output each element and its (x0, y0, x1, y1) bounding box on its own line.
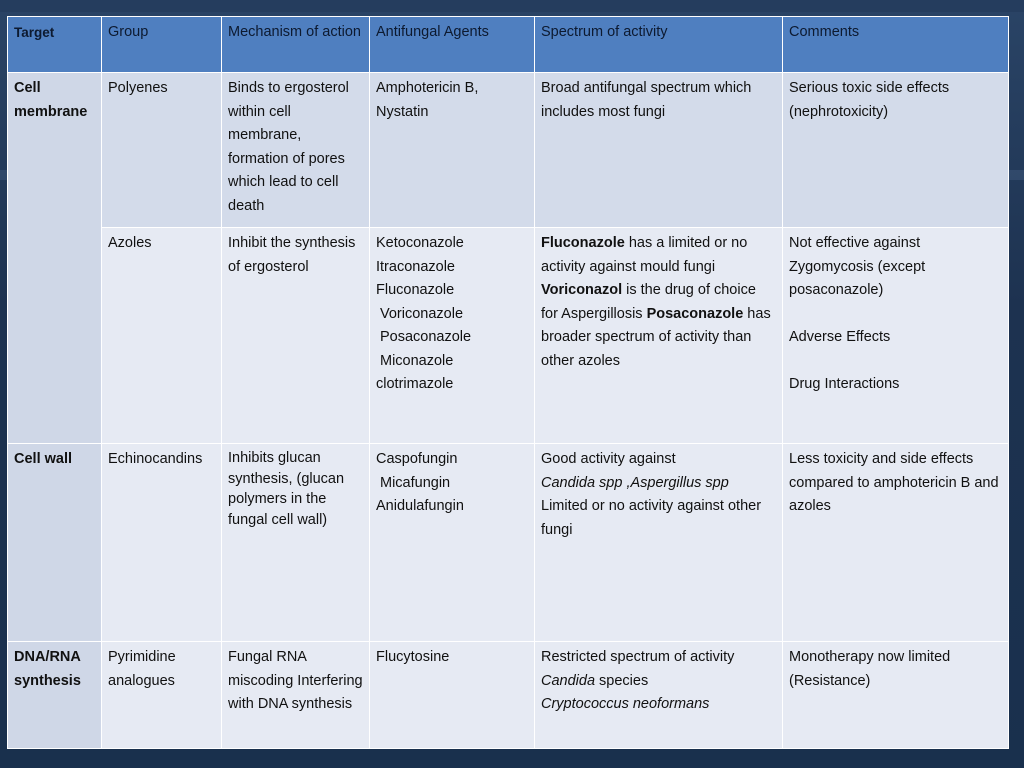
comments-echinocandins: Less toxicity and side effects compared to amphotericin B and azoles (783, 444, 1009, 642)
table-row-polyenes (8, 73, 1009, 228)
target-cell-wall: Cell wall (8, 444, 102, 642)
group-echinocandins: Echinocandins (102, 444, 222, 642)
mechanism-pyrimidine: Fungal RNA miscoding Interfering with DNA synthesis (222, 642, 370, 749)
mechanism-azoles: Inhibit the synthesis of ergosterol (222, 228, 370, 444)
agent-item: Amphotericin B, (376, 80, 479, 96)
comments-polyenes: Serious toxic side effects (nephrotoxicity) (783, 73, 1009, 228)
agent-item: Fluconazole (376, 282, 455, 298)
drug-name-posaconazole: Posaconazole (646, 305, 744, 322)
agent-item: Flucytosine (376, 649, 450, 665)
mechanism-echinocandins: Inhibits glucan synthesis, (glucan polymers in the fungal cell wall) (222, 444, 370, 642)
table-row-echinocandins (8, 444, 1009, 642)
agent-item: Posaconazole (380, 329, 472, 345)
header-group: Group (102, 17, 222, 73)
spectrum-text: has a limited or no activity against mould fungi (541, 235, 748, 275)
organism-candida: Candida (541, 672, 596, 689)
agent-item: Miconazole (380, 352, 454, 369)
drug-name-fluconazole: Fluconazole (541, 235, 625, 251)
agents-polyenes (370, 73, 535, 228)
header-agents: Antifungal Agents (370, 17, 535, 73)
spectrum-text: species (595, 672, 649, 689)
spectrum-line: Restricted spectrum of activity (541, 649, 735, 665)
header-mechanism: Mechanism of action (222, 17, 370, 73)
comment-line: Adverse Effects (789, 329, 891, 345)
spectrum-pyrimidine (535, 642, 783, 749)
spectrum-polyenes: Broad antifungal spectrum which includes most fungi (535, 73, 783, 228)
antifungal-table (7, 16, 1009, 749)
table-row-azoles (8, 228, 1009, 444)
agent-item: Itraconazole (376, 258, 455, 275)
spectrum-line: Good activity against (541, 451, 676, 467)
spectrum-line: Limited or no activity against other fungi (541, 498, 762, 538)
target-cell-membrane: Cell membrane (8, 73, 102, 444)
header-spectrum: Spectrum of activity (535, 17, 783, 73)
spectrum-text: is the drug of choice for Aspergillosis (541, 282, 756, 322)
agent-item: Anidulafungin (376, 498, 464, 514)
spectrum-line (541, 670, 776, 694)
spectrum-echinocandins (535, 444, 783, 642)
target-dna-rna: DNA/RNA synthesis (8, 642, 102, 749)
table-header-row (8, 17, 1009, 73)
spectrum-azoles (535, 228, 783, 444)
agents-echinocandins (370, 444, 535, 642)
slide-top-band (0, 0, 1024, 12)
comment-gap (789, 303, 1002, 327)
spectrum-text: has broader spectrum of activity than other azoles (541, 305, 771, 369)
group-azoles: Azoles (102, 228, 222, 444)
agent-item: Voriconazole (380, 305, 464, 322)
table-row-pyrimidine (8, 642, 1009, 749)
agent-item: Caspofungin (376, 451, 458, 467)
organism-names: Candida spp ,Aspergillus spp (541, 474, 729, 491)
agent-item: Ketoconazole (376, 235, 464, 251)
agent-item: clotrimazole (376, 376, 454, 392)
comments-azoles (783, 228, 1009, 444)
comment-line: Drug Interactions (789, 376, 900, 392)
agents-pyrimidine (370, 642, 535, 749)
agents-azoles (370, 228, 535, 444)
header-target: Target (8, 17, 102, 73)
comments-pyrimidine: Monotherapy now limited (Resistance) (783, 642, 1009, 749)
group-pyrimidine: Pyrimidine analogues (102, 642, 222, 749)
drug-name-voriconazol: Voriconazol (541, 282, 623, 298)
agent-item: Micafungin (380, 474, 451, 491)
agent-item: Nystatin (376, 103, 429, 120)
group-polyenes: Polyenes (102, 73, 222, 228)
header-comments: Comments (783, 17, 1009, 73)
organism-cryptococcus: Cryptococcus neoformans (541, 696, 710, 712)
comment-line: Not effective against Zygomycosis (except posaconazole) (789, 235, 926, 298)
comment-gap (789, 350, 1002, 374)
mechanism-polyenes: Binds to ergosterol within cell membrane, formation of pores which lead to cell death (222, 73, 370, 228)
